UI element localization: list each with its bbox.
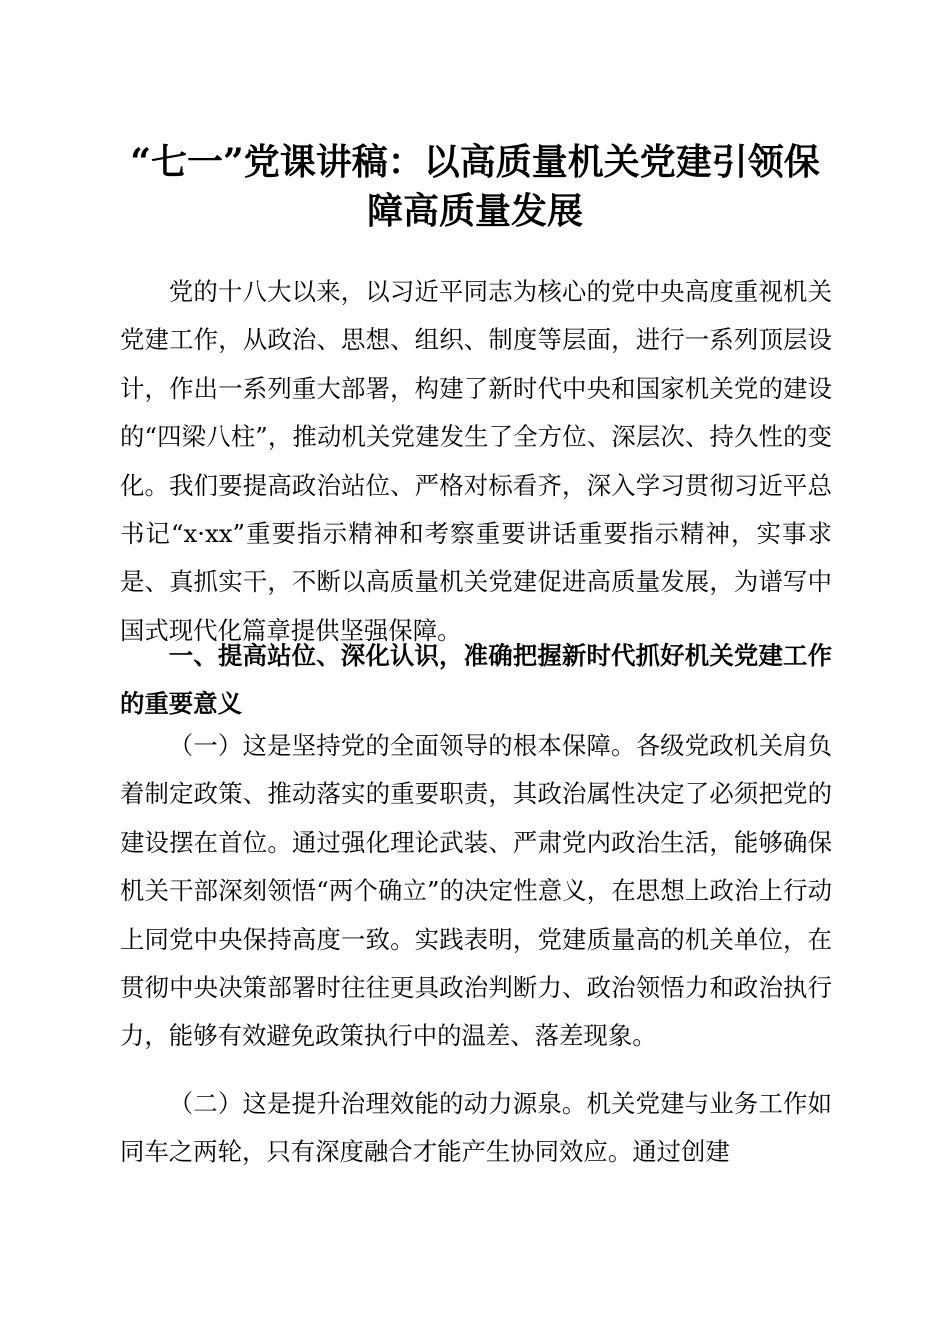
document-title-line-1: “七一”党课讲稿：以高质量机关党建引领保 — [130, 141, 820, 183]
intro-paragraph: 党的十八大以来，以习近平同志为核心的党中央高度重视机关党建工作，从政治、思想、组织、制度等层面，进行一系列顶层设计，作出一系列重大部署，构建了新时代中央和国家机关党的建设的“四梁八柱”，推动机关党建发生了全方位、深层次、持久性的变化。我们要提高政治站位、严格对标看齐，深入学习贯彻习近平总书记“x·xx”重要指示精神和考察重要讲话重要指示精神，实事求是、真抓实干，不断以高质量机关党建促进高质量发展，为谱写中国式现代化篇章提供坚强保障。 — [120, 277, 832, 645]
paragraph-2: （二）这是提升治理效能的动力源泉。机关党建与业务工作如同车之两轮，只有深度融合才能产生协同效应。通过创建 — [120, 1089, 832, 1167]
document-title-line-2: 障高质量发展 — [366, 190, 583, 232]
section-heading-1: 一、提高站位、深化认识，准确把握新时代抓好机关党建工作的重要意义 — [120, 641, 832, 719]
paragraph-1: （一）这是坚持党的全面领导的根本保障。各级党政机关肩负着制定政策、推动落实的重要职责，其政治属性决定了必须把党的建设摆在首位。通过强化理论武装、严肃党内政治生活，能够确保机关干部深刻领悟“两个确立”的决定性意义，在思想上政治上行动上同党中央保持高度一致。实践表明，党建质量高的机关单位，在贯彻中央决策部署时往往更具政治判断力、政治领悟力和政治执行力，能够有效避免政策执行中的温差、落差现象。 — [120, 731, 832, 1051]
